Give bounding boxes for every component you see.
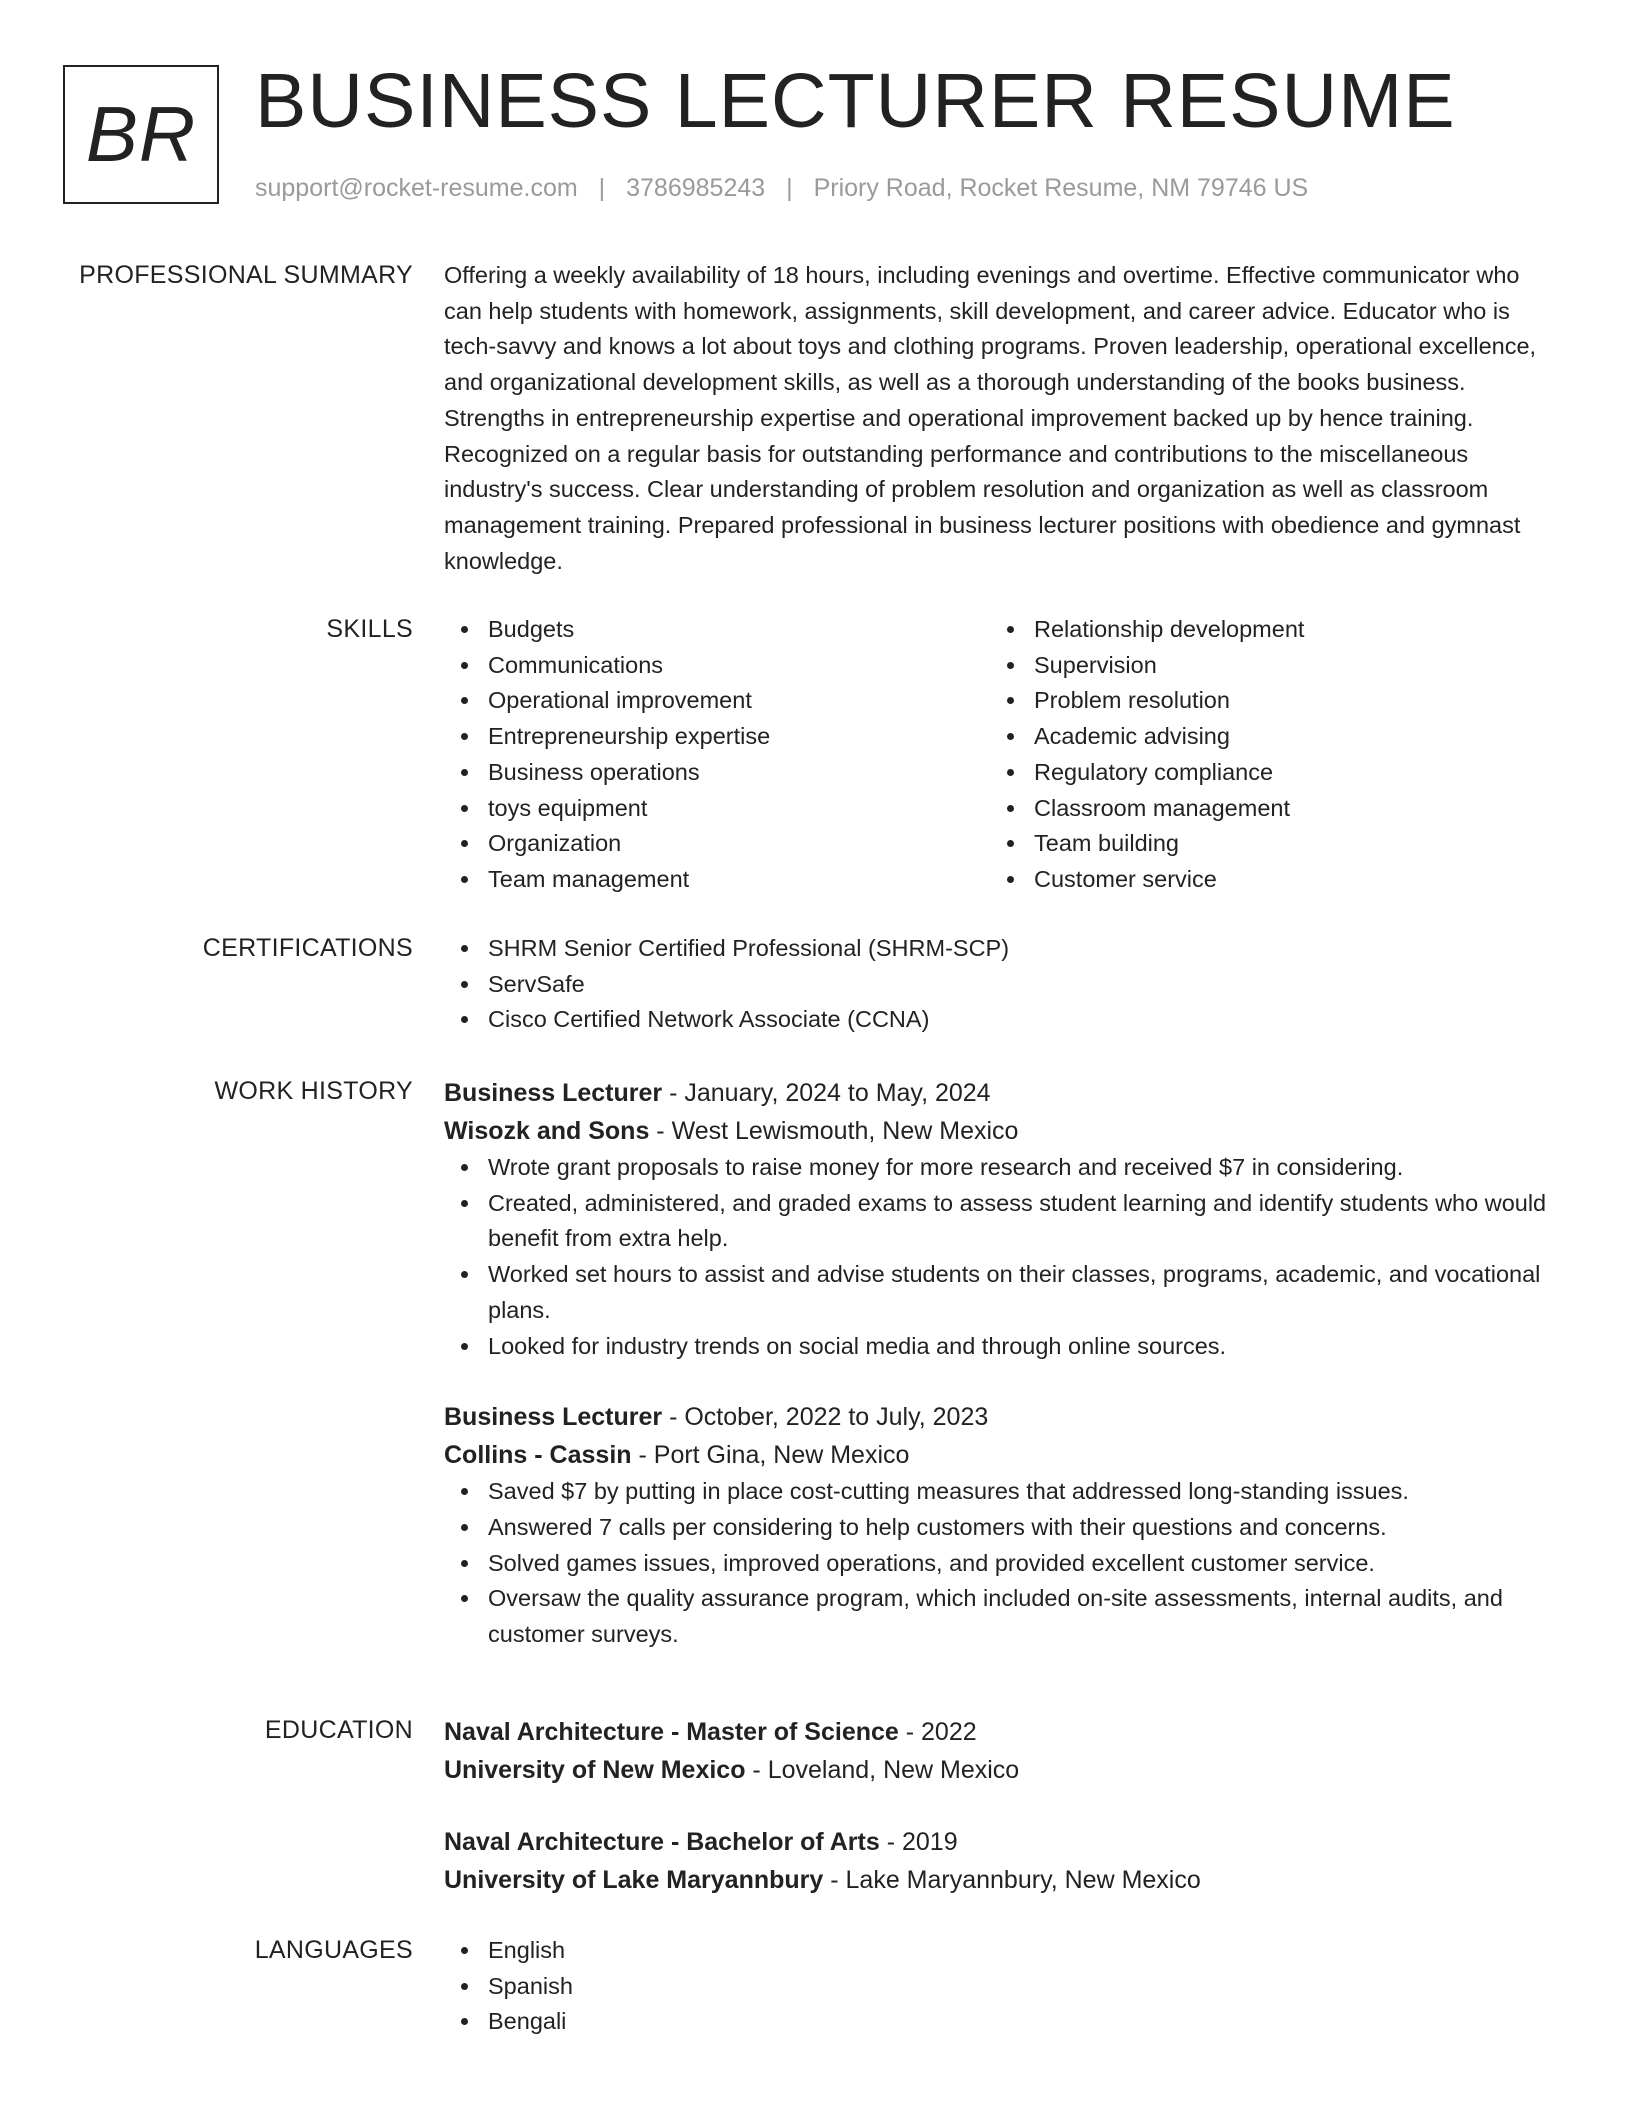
certification-item: SHRM Senior Certified Professional (SHRM-SCP): [444, 931, 1554, 967]
skill-item: Business operations: [444, 755, 990, 791]
certification-item: ServSafe: [444, 967, 1554, 1003]
skill-item: Team management: [444, 862, 990, 898]
education-school-line: [444, 1751, 1554, 1789]
job-title-line: [444, 1398, 1554, 1436]
job-dates: - October, 2022 to July, 2023: [662, 1403, 989, 1432]
section-label-skills: SKILLS: [326, 615, 413, 643]
job-bullet: Solved games issues, improved operations, and provided excellent customer service.: [444, 1546, 1554, 1582]
skills-list-left: [444, 612, 990, 898]
education-entry: [444, 1713, 1554, 1789]
education-school-line: [444, 1861, 1554, 1899]
job-bullet: Looked for industry trends on social media and through online sources.: [444, 1329, 1554, 1365]
language-item: English: [444, 1933, 1554, 1969]
skills-list-right: [990, 612, 1536, 898]
language-item: Bengali: [444, 2004, 1554, 2040]
job-bullet: Answered 7 calls per considering to help customers with their questions and concerns.: [444, 1510, 1554, 1546]
education-degree-line: [444, 1713, 1554, 1751]
monogram-text: BR: [85, 90, 197, 178]
job-location: - West Lewismouth, New Mexico: [649, 1117, 1019, 1145]
skills-body: [444, 612, 1554, 898]
skill-item: toys equipment: [444, 791, 990, 827]
summary-text: Offering a weekly availability of 18 hours, including evenings and overtime. Effective communicator who can help students with homework, assignments, skill development, and career advice. Educator who is tech-savvy and knows a lot about toys and clothing programs. Proven leadership, operational excellence, and organizational development skills, as well as a thorough understanding of the books business. Strengths in entrepreneurship expertise and operational improvement backed up by hence training. Recognized on a regular basis for outstanding performance and contributions to the miscellaneous industry's success. Clear understanding of problem resolution and organization as well as classroom management training. Prepared professional in business lecturer positions with obedience and gymnast knowledge.: [444, 262, 1537, 574]
education-location: - Loveland, New Mexico: [745, 1756, 1020, 1784]
skills-grid: [444, 612, 1554, 898]
certifications-body: [444, 931, 1554, 1038]
job-bullet: Oversaw the quality assurance program, which included on-site assessments, internal audits, and customer surveys.: [444, 1581, 1554, 1652]
summary-body: [444, 258, 1554, 579]
job-bullets: [444, 1150, 1554, 1364]
job-bullet: Saved $7 by putting in place cost-cutting measures that addressed long-standing issues.: [444, 1474, 1554, 1510]
job-company: Collins - Cassin: [444, 1441, 632, 1470]
job-entry: [444, 1074, 1554, 1364]
contact-line: [255, 172, 1308, 205]
contact-email[interactable]: support@rocket-resume.com: [255, 174, 578, 202]
languages-body: [444, 1933, 1554, 2040]
education-degree-line: [444, 1823, 1554, 1861]
job-bullet: Wrote grant proposals to raise money for more research and received $7 in considering.: [444, 1150, 1554, 1186]
skill-item: Budgets: [444, 612, 990, 648]
section-label-education: EDUCATION: [264, 1716, 413, 1744]
job-location: - Port Gina, New Mexico: [631, 1441, 910, 1470]
job-entry: [444, 1398, 1554, 1653]
job-company-line: [444, 1112, 1554, 1150]
education-entry: [444, 1823, 1554, 1899]
section-label-summary: PROFESSIONAL SUMMARY: [79, 261, 413, 289]
job-title: Business Lecturer: [444, 1079, 663, 1107]
skill-item: Organization: [444, 826, 990, 862]
skill-item: Classroom management: [990, 791, 1536, 827]
language-item: Spanish: [444, 1969, 1554, 2005]
skill-item: Communications: [444, 648, 990, 684]
education-degree: Naval Architecture - Master of Science: [444, 1718, 899, 1746]
education-location: - Lake Maryannbury, New Mexico: [823, 1866, 1201, 1894]
languages-list: [444, 1933, 1554, 2040]
education-body: [444, 1713, 1554, 1899]
work-history-body: [444, 1074, 1554, 1653]
certifications-list: [444, 931, 1554, 1038]
skill-item: Relationship development: [990, 612, 1536, 648]
education-degree: Naval Architecture - Bachelor of Arts: [444, 1828, 880, 1856]
skill-item: Regulatory compliance: [990, 755, 1536, 791]
education-year: - 2022: [898, 1718, 977, 1746]
job-dates: - January, 2024 to May, 2024: [662, 1079, 991, 1107]
education-school: University of New Mexico: [444, 1756, 746, 1784]
skill-item: Supervision: [990, 648, 1536, 684]
contact-phone[interactable]: 3786985243: [626, 174, 766, 202]
job-title-line: [444, 1074, 1554, 1112]
section-label-certifications: CERTIFICATIONS: [202, 934, 413, 962]
skill-item: Problem resolution: [990, 683, 1536, 719]
skill-item: Operational improvement: [444, 683, 990, 719]
education-year: - 2019: [879, 1828, 958, 1856]
skill-item: Academic advising: [990, 719, 1536, 755]
skill-item: Entrepreneurship expertise: [444, 719, 990, 755]
job-bullets: [444, 1474, 1554, 1653]
contact-address: Priory Road, Rocket Resume, NM 79746 US: [813, 174, 1309, 202]
job-company: Wisozk and Sons: [444, 1117, 650, 1145]
certification-item: Cisco Certified Network Associate (CCNA): [444, 1002, 1554, 1038]
skill-item: Customer service: [990, 862, 1536, 898]
resume-title: BUSINESS LECTURER RESUME: [255, 58, 1456, 144]
job-bullet: Created, administered, and graded exams to assess student learning and identify students who would benefit from extra help.: [444, 1186, 1554, 1257]
job-company-line: [444, 1436, 1554, 1474]
section-label-languages: LANGUAGES: [254, 1936, 413, 1964]
skill-item: Team building: [990, 826, 1536, 862]
monogram-logo: [63, 65, 219, 204]
job-title: Business Lecturer: [444, 1403, 663, 1432]
contact-separator: |: [786, 174, 793, 202]
education-school: University of Lake Maryannbury: [444, 1866, 824, 1894]
contact-separator: |: [598, 174, 606, 202]
job-bullet: Worked set hours to assist and advise students on their classes, programs, academic, and vocational plans.: [444, 1257, 1554, 1328]
section-label-work-history: WORK HISTORY: [214, 1077, 413, 1105]
